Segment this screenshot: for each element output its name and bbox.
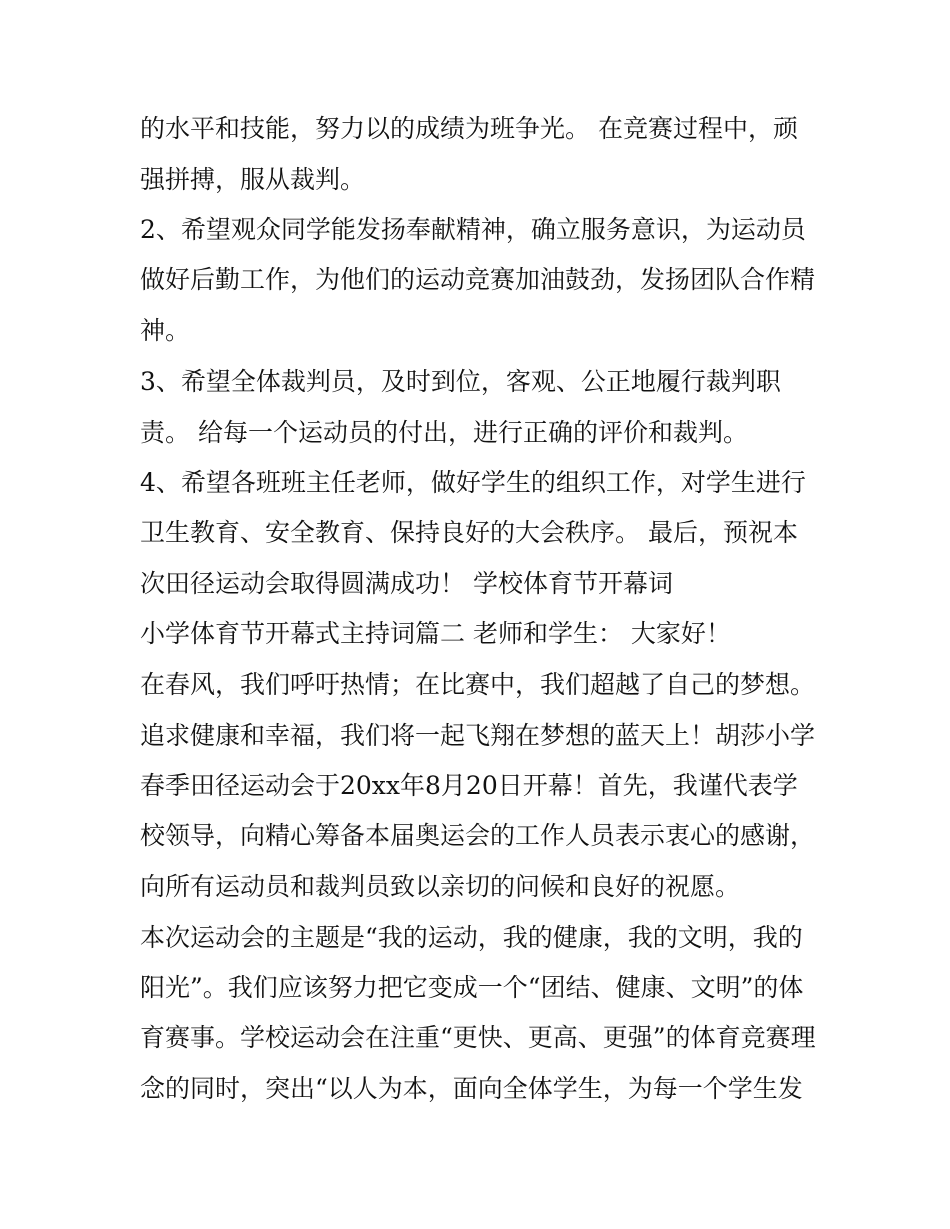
text-line: 追求健康和幸福，我们将一起飞翔在梦想的蓝天上！胡莎小学	[140, 721, 816, 750]
text-line: 神。	[140, 316, 191, 345]
text-line: 小学体育节开幕式主持词篇二 老师和学生： 大家好！	[140, 619, 731, 648]
text-line: 责。 给每一个运动员的付出，进行正确的评价和裁判。	[140, 418, 748, 447]
text-line: 做好后勤工作，为他们的运动竞赛加油鼓劲，发扬团队合作精	[140, 265, 816, 294]
text-line: 在春风，我们呼吁热情；在比赛中，我们超越了自己的梦想。	[140, 670, 816, 699]
text-line: 卫生教育、安全教育、保持良好的大会秩序。 最后，预祝本	[140, 518, 798, 547]
text-line: 2、希望观众同学能发扬奉献精神，确立服务意识，为运动员	[140, 215, 806, 244]
text-line: 向所有运动员和裁判员致以亲切的问候和良好的祝愿。	[140, 872, 741, 901]
text-line: 的水平和技能，努力以的成绩为班争光。 在竞赛过程中，顽	[140, 114, 798, 143]
text-line: 念的同时，突出“以人为本，面向全体学生，为每一个学生发	[140, 1074, 803, 1103]
text-line: 春季田径运动会于20xx年8月20日开幕！首先，我谨代表学	[140, 771, 798, 800]
text-line: 阳光”。我们应该努力把它变成一个“团结、健康、文明”的体	[140, 973, 804, 1002]
text-line: 强拼搏，服从裁判。	[140, 165, 366, 194]
text-line: 3、希望全体裁判员，及时到位，客观、公正地履行裁判职	[140, 367, 781, 396]
text-line: 育赛事。学校运动会在注重“更快、更高、更强”的体育竞赛理	[140, 1023, 816, 1052]
text-line: 次田径运动会取得圆满成功！ 学校体育节开幕词	[140, 569, 673, 598]
text-line: 本次运动会的主题是“我的运动，我的健康，我的文明，我的	[140, 923, 803, 952]
text-line: 4、希望各班班主任老师，做好学生的组织工作，对学生进行	[140, 468, 806, 497]
text-line: 校领导，向精心筹备本届奥运会的工作人员表示衷心的感谢，	[140, 821, 816, 850]
